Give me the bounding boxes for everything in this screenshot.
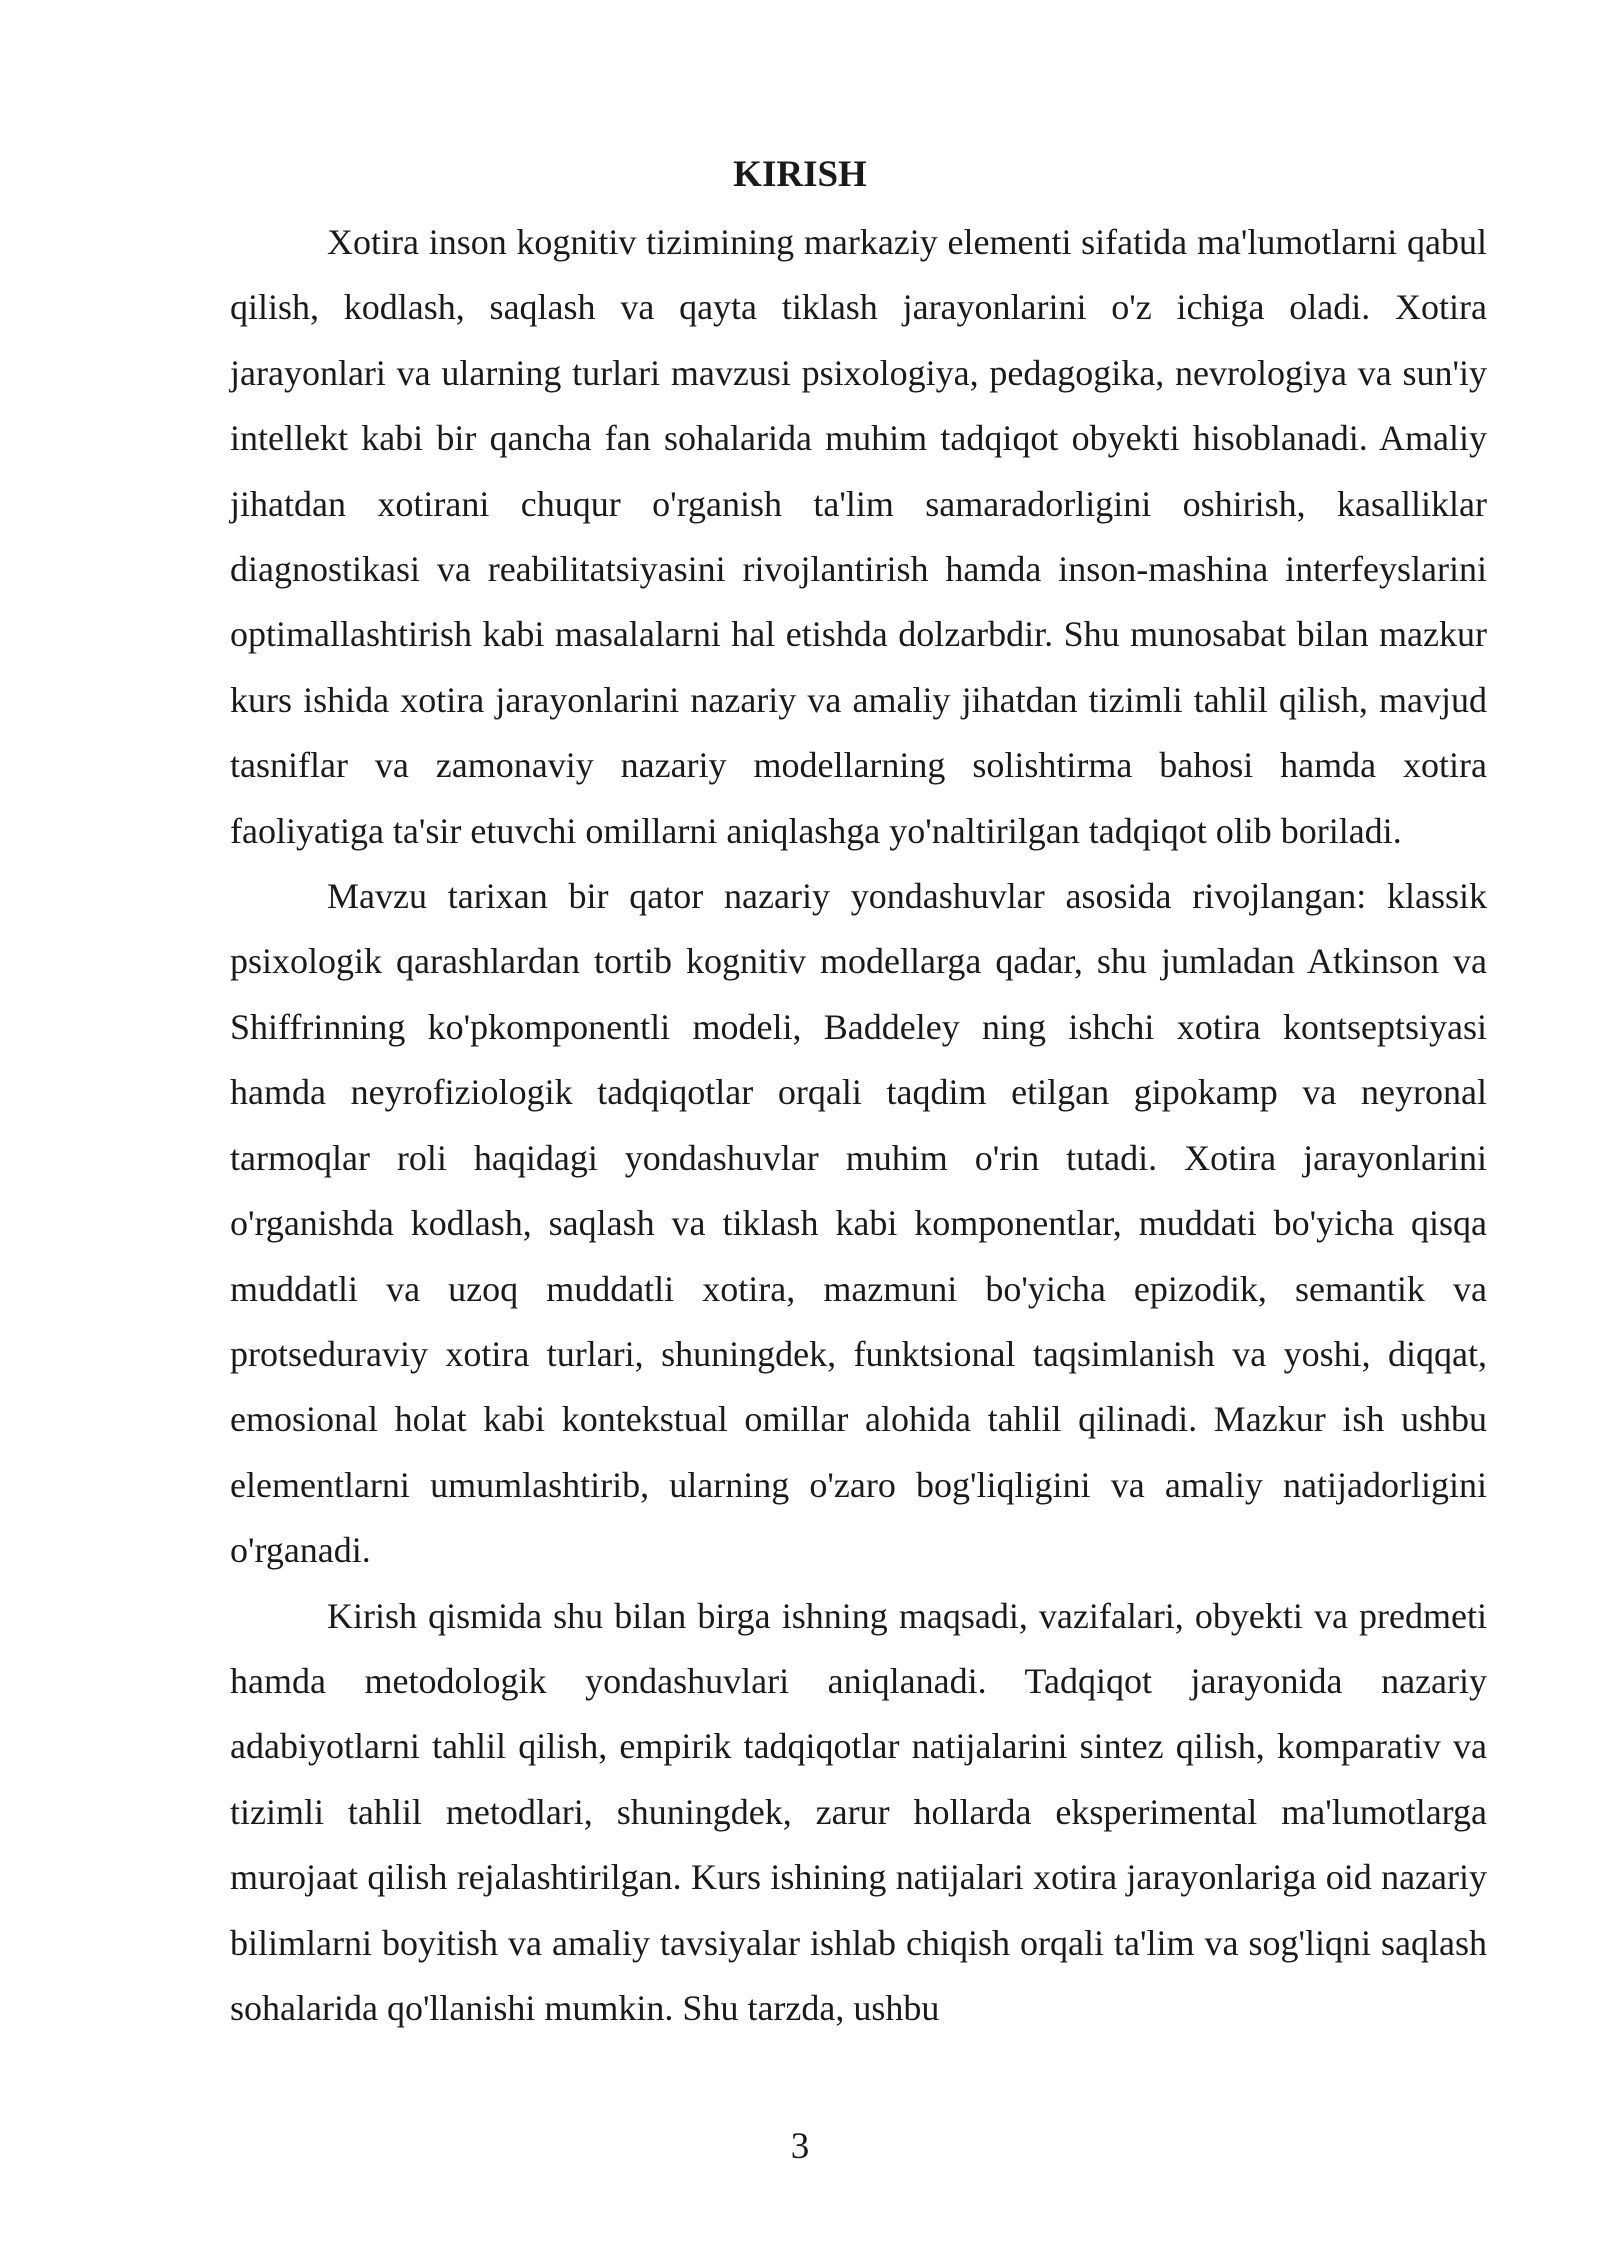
page-number: 3 [790,2126,810,2167]
section-heading: KIRISH [733,154,867,195]
paragraph-2: Mavzu tarixan bir qator nazariy yondashuvlar asosida rivojlangan: klassik psixologik qarashlardan tortib kognitiv modellarga qadar, shu jumladan Atkinson va Shiffrinning ko'pkomponentli modeli, Baddeley ning ishchi xotira kontseptsiyasi hamda neyrofiziologik tadqiqotlar orqali taqdim etilgan gipokamp va neyronal tarmoqlar roli haqidagi yondashuvlar muhim o'rin tutadi. Xotira jarayonlarini o'rganishda kodlash, saqlash va tiklash kabi komponentlar, muddati bo'yicha qisqa muddatli va uzoq muddatli xotira, mazmuni bo'yicha epizodik, semantik va protseduraviy xotira turlari, shuningdek, funktsional taqsimlanish va yoshi, diqqat, emosional holat kabi kontekstual omillar alohida tahlil qilinadi. Mazkur ish ushbu elementlarni umumlashtirib, ularning o'zaro bog'liqligini va amaliy natijadorligini o'rganadi. [230,876,1487,1571]
paragraph-1: Xotira inson kognitiv tizimining markaziy elementi sifatida ma'lumotlarni qabul qilish, kodlash, saqlash va qayta tiklash jarayonlarini o'z ichiga oladi. Xotira jarayonlari va ularning turlari mavzusi psixologiya, pedagogika, nevrologiya va sun'iy intellekt kabi bir qancha fan sohalarida muhim tadqiqot obyekti hisoblanadi. Amaliy jihatdan xotirani chuqur o'rganish ta'lim samaradorligini oshirish, kasalliklar diagnostikasi va reabilitatsiyasini rivojlantirish hamda inson-mashina interfeyslarini optimallashtirish kabi masalalarni hal etishda dolzarbdir. Shu munosabat bilan mazkur kurs ishida xotira jarayonlarini nazariy va amaliy jihatdan tizimli tahlil qilish, mavjud tasniflar va zamonaviy nazariy modellarning solishtirma bahosi hamda xotira faoliyatiga ta'sir etuvchi omillarni aniqlashga yo'naltirilgan tadqiqot olib boriladi. [230,222,1487,851]
body-text [230,210,1487,2041]
paragraph-3: Kirish qismida shu bilan birga ishning maqsadi, vazifalari, obyekti va predmeti hamda metodologik yondashuvlari aniqlanadi. Tadqiqot jarayonida nazariy adabiyotlarni tahlil qilish, empirik tadqiqotlar natijalarini sintez qilish, komparativ va tizimli tahlil metodlari, shuningdek, zarur hollarda eksperimental ma'lumotlarga murojaat qilish rejalashtirilgan. Kurs ishining natijalari xotira jarayonlariga oid nazariy bilimlarni boyitish va amaliy tavsiyalar ishlab chiqish orqali ta'lim va sog'liqni saqlash sohalarida qo'llanishi mumkin. Shu tarzda, ushbu [230,1595,1487,2028]
